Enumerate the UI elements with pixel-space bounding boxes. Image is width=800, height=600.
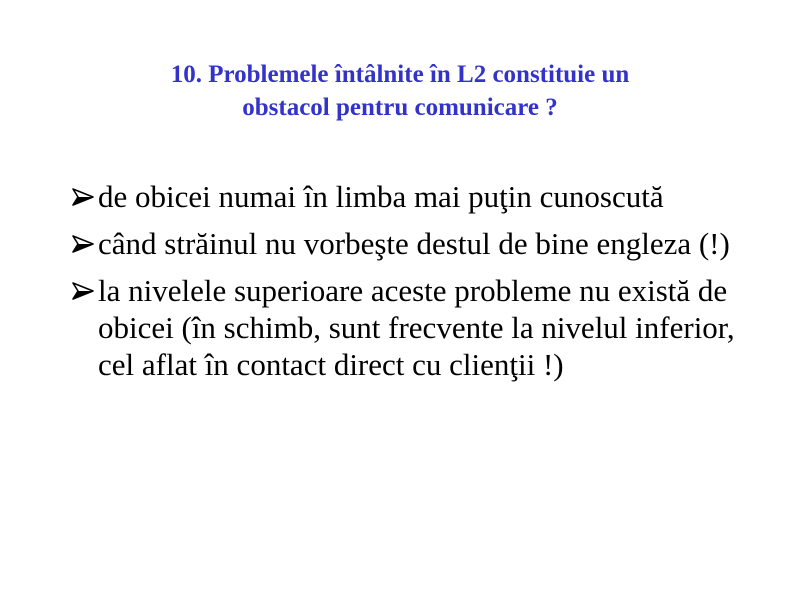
slide-title-line-1: 10. Problemele întâlnite în L2 constituie un <box>170 61 630 88</box>
arrow-bullet-icon <box>72 281 94 301</box>
bullet-item-2 <box>72 225 772 262</box>
arrow-bullet-icon <box>72 187 94 207</box>
bullet-text-2: când străinul nu vorbeşte destul de bine engleza (!) <box>98 226 730 261</box>
bullet-item-3 <box>72 272 772 383</box>
arrow-bullet-icon <box>72 234 94 254</box>
bullet-text-1: de obicei numai în limba mai puţin cunoscută <box>98 179 664 214</box>
bullet-text-3: la nivelele superioare aceste probleme nu există de obicei (în schimb, sunt frecvente la nivelul inferior, cel aflat în contact direct cu clienţii !) <box>98 273 735 382</box>
bullet-item-1 <box>72 178 772 215</box>
slide-title <box>60 58 740 124</box>
bullet-list <box>72 178 772 393</box>
slide-title-line-2: obstacol pentru comunicare ? <box>242 94 558 121</box>
